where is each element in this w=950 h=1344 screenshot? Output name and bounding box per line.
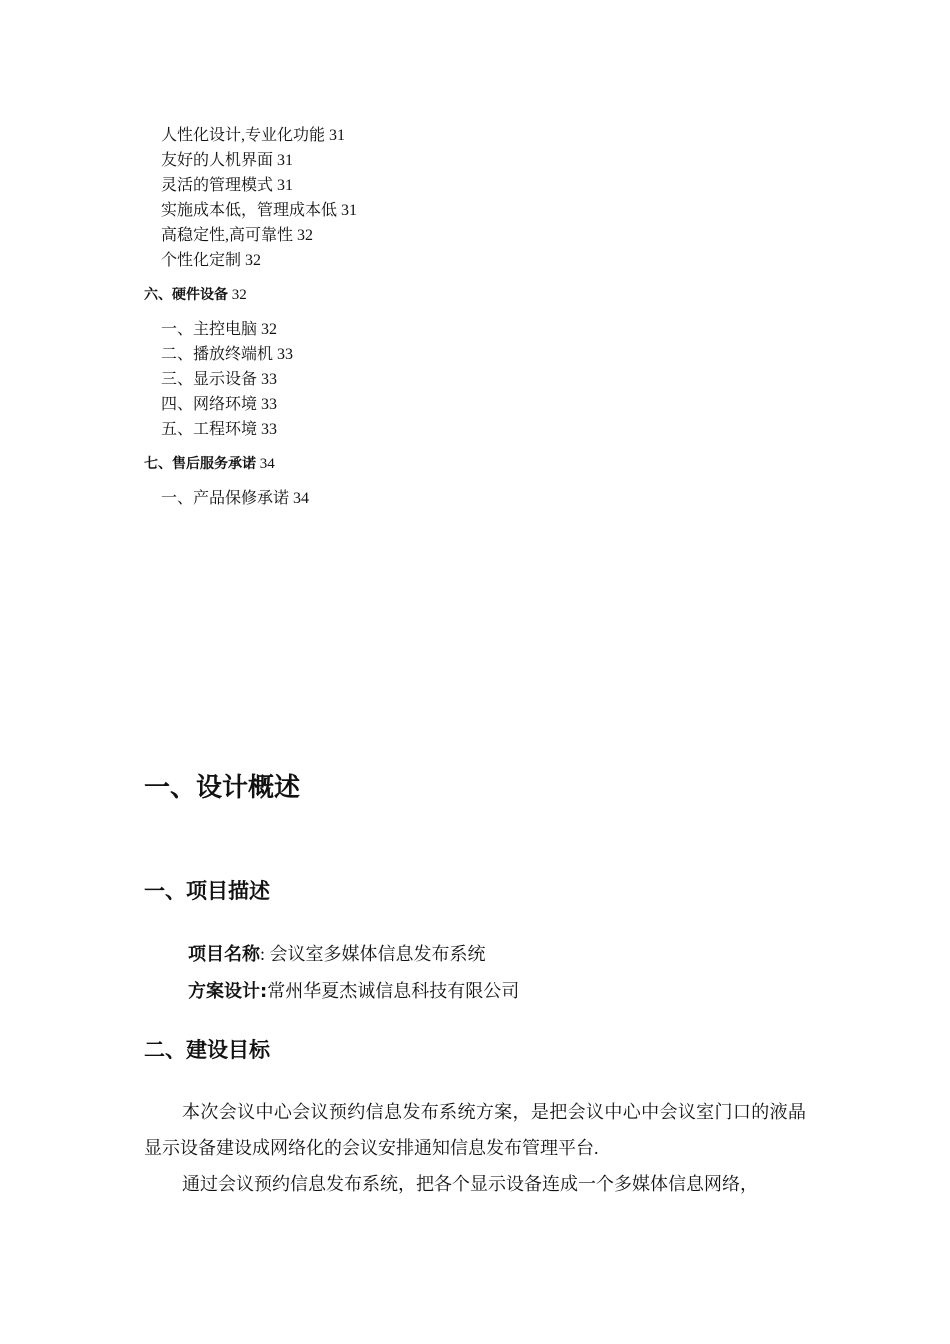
section-heading-goal: 二、建设目标 [144,1038,270,1062]
toc-entry-page: 31 [277,152,294,169]
toc-section-title: 七、售后服务承诺 [144,456,256,472]
toc-entry-page: 33 [277,346,294,363]
toc-entry-page: 32 [245,252,262,269]
toc-section-title: 六、硬件设备 [144,287,228,303]
project-name-row [188,941,486,968]
toc-entry[interactable] [161,489,309,509]
toc-entry-title: 四、网络环境 [161,396,258,413]
toc-entry[interactable] [161,395,277,415]
toc-entry[interactable] [161,370,277,390]
goal-paragraph: 通过会议预约信息发布系统，把各个显示设备连成一个多媒体信息网络， [182,1174,758,1194]
toc-entry-page: 31 [329,127,346,144]
toc-entry[interactable] [161,345,293,365]
toc-entry-title: 个性化定制 [161,252,242,269]
toc-entry-title: 一、主控电脑 [161,321,258,338]
toc-entry-title: 三、显示设备 [161,371,258,388]
chapter-title: 一、设计概述 [144,773,301,803]
toc-entry[interactable] [161,126,345,146]
goal-paragraph: 本次会议中心会议预约信息发布系统方案，是把会议中心中会议室门口的液晶显示设备建设成网络化的会议安排通知信息发布管理平台. [144,1102,806,1158]
design-label: 方案设计: [188,981,268,1002]
toc-section-page: 34 [259,456,275,472]
toc-entry-title: 五、工程环境 [161,421,258,438]
toc-entry[interactable] [161,226,313,246]
toc-entry[interactable] [161,251,261,271]
project-name-value: : 会议室多媒体信息发布系统 [260,944,486,964]
toc-entry-page: 32 [297,227,314,244]
toc-entry-page: 31 [341,202,358,219]
toc-entry[interactable] [161,420,277,440]
toc-entry-title: 二、播放终端机 [161,346,274,363]
toc-section-7[interactable] [144,454,275,474]
toc-section-page: 32 [231,287,247,303]
design-row [188,978,519,1005]
toc-entry-page: 33 [261,396,278,413]
toc-entry-title: 灵活的管理模式 [161,177,274,194]
toc-entry-page: 34 [293,490,310,507]
design-value: 常州华夏杰诚信息科技有限公司 [267,981,520,1001]
section-heading-project: 一、项目描述 [144,879,270,903]
toc-entry[interactable] [161,151,293,171]
toc-entry[interactable] [161,201,357,221]
toc-entry-title: 一、产品保修承诺 [161,490,290,507]
toc-entry-page: 33 [261,421,278,438]
toc-section-6[interactable] [144,285,247,305]
project-name-label: 项目名称 [188,944,260,965]
toc-entry[interactable] [161,320,277,340]
toc-entry-title: 实施成本低，管理成本低 [161,202,338,219]
toc-entry-page: 33 [261,371,278,388]
toc-entry-page: 32 [261,321,278,338]
toc-entry-page: 31 [277,177,294,194]
toc-entry-title: 友好的人机界面 [161,152,274,169]
toc-entry-title: 人性化设计,专业化功能 [161,127,326,144]
toc-entry-title: 高稳定性,高可靠性 [161,227,294,244]
toc-entry[interactable] [161,176,293,196]
